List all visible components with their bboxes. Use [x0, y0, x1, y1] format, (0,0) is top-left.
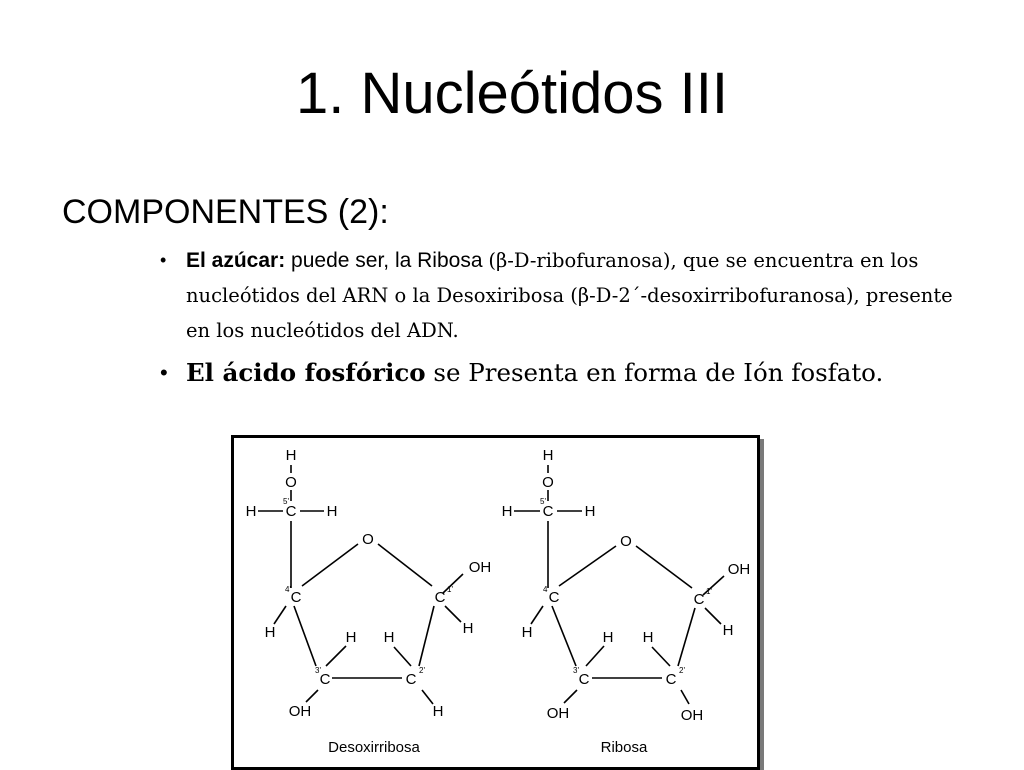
- atom-h: H: [245, 503, 257, 520]
- label-c1: 1': [706, 587, 712, 596]
- sugar-lead: El azúcar:: [186, 249, 286, 272]
- label-c4: 4': [285, 585, 291, 594]
- sugar-structures-diagram: [234, 438, 757, 767]
- bond: [394, 647, 411, 666]
- atom-c1: C: [434, 589, 446, 606]
- label-c5: 5': [540, 497, 546, 506]
- atom-ring-o: O: [362, 531, 374, 548]
- atom-h: H: [285, 447, 297, 464]
- bond: [302, 544, 358, 586]
- components-heading: COMPONENTES (2):: [62, 193, 389, 231]
- atom-h: H: [462, 620, 474, 637]
- sugar-text-b: (β-D-ribofuranosa), que se encuentra en los nucleótidos del ARN o la Desoxiribosa (β-D-2´-desoxirribofuranosa), presente en los nucleótidos del ADN.: [186, 249, 953, 342]
- bond: [419, 606, 434, 666]
- bullet-dot-icon: •: [160, 360, 168, 385]
- atom-c4: C: [290, 589, 302, 606]
- atom-oh: OH: [680, 707, 704, 724]
- bond: [294, 606, 316, 666]
- atom-c2: C: [405, 671, 417, 688]
- bond: [564, 690, 577, 703]
- bond: [681, 690, 689, 704]
- bond: [559, 546, 616, 586]
- bond: [274, 606, 286, 624]
- bond: [586, 646, 604, 666]
- atom-c1: C: [693, 591, 705, 608]
- bond: [445, 606, 461, 622]
- atom-h: H: [542, 447, 554, 464]
- label-c3: 3': [315, 666, 321, 675]
- atom-oh: OH: [727, 561, 751, 578]
- label-c1: 1': [447, 585, 453, 594]
- deoxyribose-structure: [246, 447, 492, 720]
- phosphoric-text: se Presenta en forma de Ión fosfato.: [425, 358, 884, 387]
- atom-h: H: [584, 503, 596, 520]
- bond: [422, 690, 433, 704]
- bond: [378, 544, 432, 586]
- atom-oh: OH: [468, 559, 492, 576]
- atom-h: H: [326, 503, 338, 520]
- atom-c5: C: [542, 503, 554, 520]
- atom-c3: C: [319, 671, 331, 688]
- ribose-structure: [502, 447, 751, 724]
- atom-h: H: [642, 629, 654, 646]
- label-c4: 4': [543, 585, 549, 594]
- atom-oh: OH: [288, 703, 312, 720]
- bond: [306, 690, 318, 702]
- bullet-sugar: [160, 243, 960, 348]
- bond: [636, 546, 692, 588]
- caption-ribose: Ribosa: [600, 739, 648, 756]
- atom-h: H: [501, 503, 513, 520]
- label-c5: 5': [283, 497, 289, 506]
- sugar-structures-figure: [231, 435, 760, 770]
- bullet-list: [160, 243, 960, 391]
- bond: [443, 574, 463, 593]
- bond: [678, 608, 695, 666]
- atom-ring-o: O: [620, 533, 632, 550]
- atom-o: O: [285, 474, 297, 491]
- atom-h: H: [264, 624, 276, 641]
- atom-h: H: [722, 622, 734, 639]
- atom-h: H: [383, 629, 395, 646]
- bullet-dot-icon: •: [160, 250, 167, 270]
- atom-h: H: [602, 629, 614, 646]
- label-c2: 2': [679, 666, 685, 675]
- slide-title: 1. Nucleótidos III: [296, 61, 728, 126]
- atom-c3: C: [578, 671, 590, 688]
- bond: [326, 646, 346, 666]
- atom-o: O: [542, 474, 554, 491]
- bullet-phosphoric-acid: [160, 354, 960, 391]
- atom-h: H: [432, 703, 444, 720]
- bond: [705, 608, 721, 624]
- atom-h: H: [521, 624, 533, 641]
- phosphoric-lead: El ácido fosfórico: [186, 358, 426, 387]
- atom-c2: C: [665, 671, 677, 688]
- caption-deoxyribose: Desoxirribosa: [328, 739, 420, 756]
- label-c2: 2': [419, 666, 425, 675]
- atom-c5: C: [285, 503, 297, 520]
- label-c3: 3': [573, 666, 579, 675]
- atom-h: H: [345, 629, 357, 646]
- bond: [552, 606, 576, 666]
- bond: [652, 647, 670, 666]
- sugar-text-a: puede ser, la Ribosa: [285, 249, 489, 272]
- atom-oh: OH: [546, 705, 570, 722]
- atom-c4: C: [548, 589, 560, 606]
- bond: [531, 606, 543, 624]
